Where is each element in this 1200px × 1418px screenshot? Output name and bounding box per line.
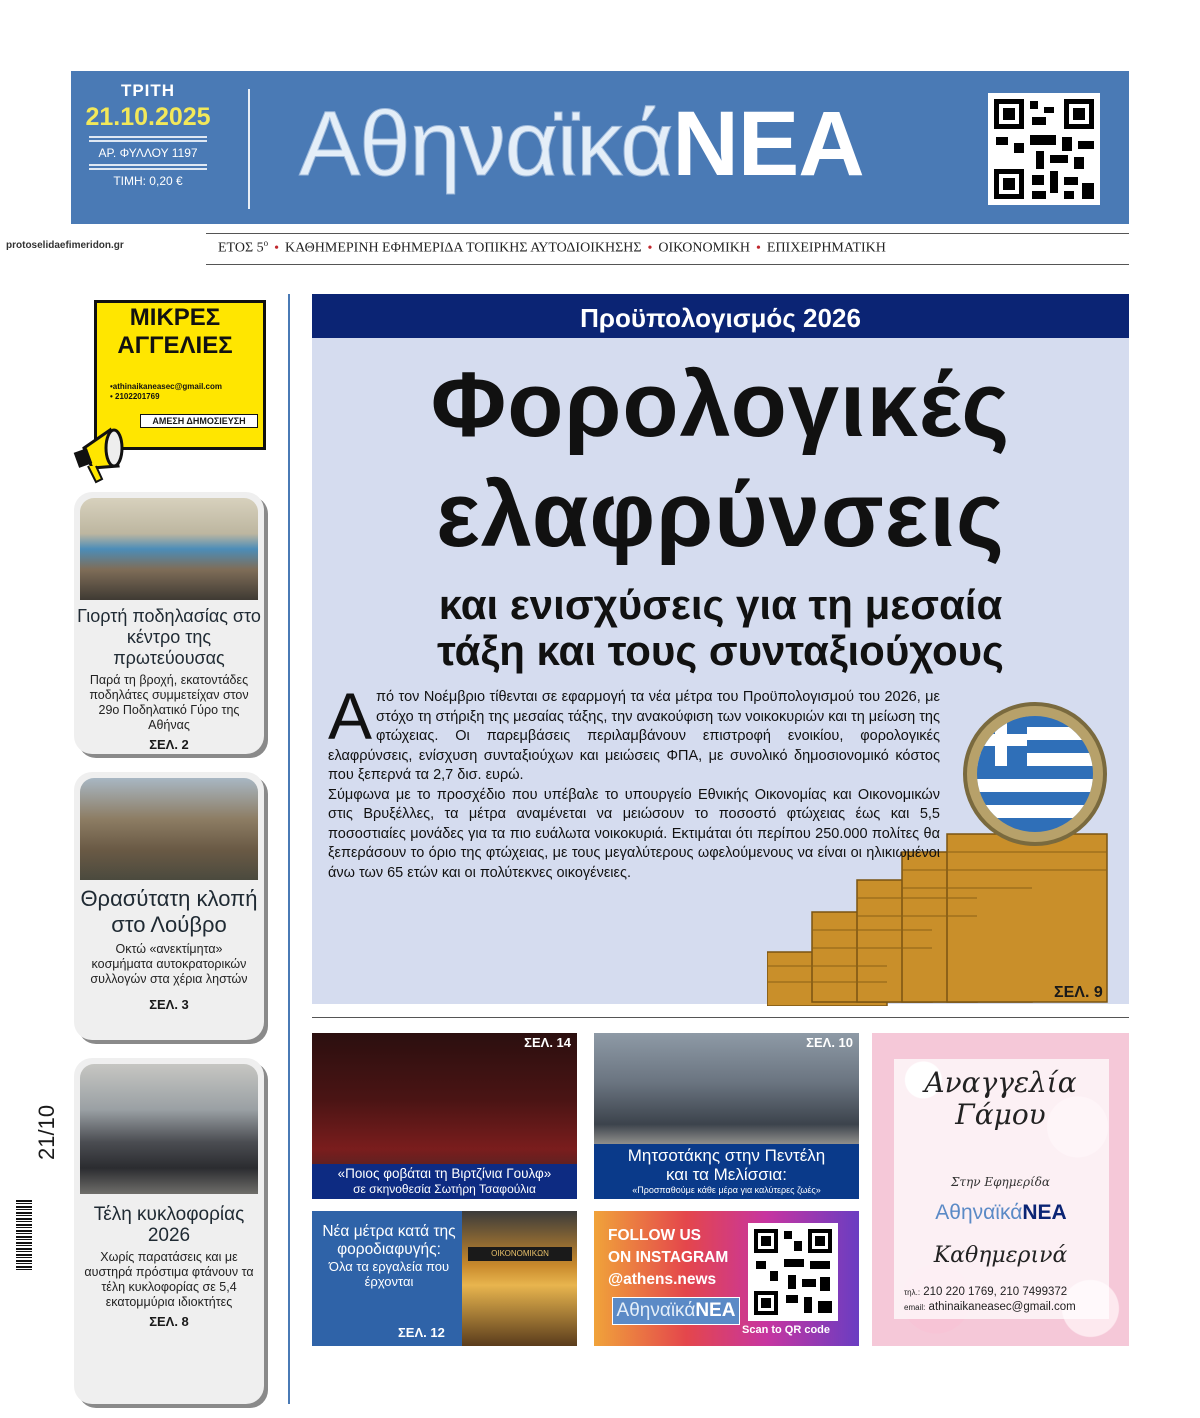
tax-text: [318, 1223, 460, 1289]
story-page-ref[interactable]: ΣΕΛ. 14: [524, 1035, 571, 1050]
lead-body: [328, 679, 940, 883]
tax-story[interactable]: [312, 1211, 577, 1346]
theatre-caption: [312, 1164, 577, 1199]
wedding-subtitle: Στην Εφημερίδα: [950, 1175, 1051, 1189]
wedding-daily: Καθημερινά: [933, 1243, 1068, 1268]
logo-bold-part: ΝΕΑ: [695, 1300, 736, 1321]
bullet-icon: •: [647, 240, 653, 256]
tel-label: τηλ.:: [904, 1288, 921, 1297]
classifieds-cta[interactable]: ΑΜΕΣΗ ΔΗΜΟΣΙΕΥΣΗ: [140, 414, 258, 428]
logo-bold-part: ΝΕΑ: [672, 93, 864, 195]
tagline-item: ΚΑΘΗΜΕΡΙΝΗ ΕΦΗΜΕΡΙΔΑ ΤΟΠΙΚΗΣ ΑΥΤΟΔΙΟΙΚΗΣΗΣ: [285, 240, 642, 256]
bullet-icon: •: [755, 240, 761, 256]
ministry-photo: [462, 1211, 577, 1346]
tax-subtitle: Όλα τα εργαλεία που έρχονται: [328, 1259, 450, 1289]
story-title: Γιορτή ποδηλασίας στο κέντρο της πρωτεύουσας: [77, 606, 261, 668]
divider: [206, 233, 1129, 234]
story-title: Τέλη κυκλοφορίας 2026: [93, 1204, 245, 1246]
subhead-line: τάξη και τους συνταξιούχους: [437, 627, 1004, 674]
wedding-phone[interactable]: 210 220 1769, 210 7499372: [923, 1286, 1068, 1298]
classifieds-title-line: ΑΓΓΕΛΙΕΣ: [117, 332, 233, 359]
barcode-date: 21/10: [34, 1104, 59, 1160]
megaphone-icon: [70, 404, 140, 489]
story-page-ref[interactable]: ΣΕΛ. 10: [806, 1035, 853, 1050]
side-story-card[interactable]: [74, 492, 264, 754]
wedding-title-line: Αναγγελία: [924, 1066, 1077, 1099]
instagram-promo[interactable]: [594, 1211, 859, 1346]
logo-thin-part: Αθηναϊκά: [935, 1201, 1023, 1224]
lead-paragraph: Σύμφωνα με το προσχέδιο που υπέβαλε το υπουργείο Εθνικής Οικονομίας και Οικονομικών στις Βρυξέλλες, τα μέτρα αναμένεται να μειώσουν το ποσοστό φτώχειας έως και 5,5 ποσοστιαίες μονάδες για τα πιο ευάλωτα νοικοκυριά. Εκτιμάται ότι περίπου 250.000 πολίτες θα ξεπεράσουν το όριο της φτώχειας, με τους μεγαλύτερους ωφελούμενους να είναι οι ηλικιωμένοι άνω των 65 ετών και οι πολύτεκνες οικογένειες.: [328, 786, 940, 881]
wedding-logo: [906, 1199, 1096, 1227]
divider: [206, 264, 1129, 265]
ministry-sign: ΟΙΚΟΝΟΜΙΚΩΝ: [468, 1247, 572, 1261]
instagram-text: [608, 1225, 728, 1291]
side-story-card[interactable]: [74, 1058, 264, 1404]
masthead: [71, 71, 1129, 224]
newspaper-logo[interactable]: [299, 85, 864, 203]
pm-story[interactable]: [594, 1033, 859, 1199]
classifieds-contact: [110, 382, 222, 402]
wedding-email[interactable]: athinaikaneasec@gmail.com: [928, 1301, 1076, 1313]
classifieds-phone[interactable]: • 2102201769: [110, 392, 160, 401]
tagline-year-sup: ο: [263, 238, 269, 248]
bullet-icon: •: [274, 240, 280, 256]
pm-caption: [594, 1144, 859, 1199]
column-divider: [288, 294, 290, 1404]
issue-number: ΑΡ. ΦΥΛΛΟΥ 1197: [98, 146, 198, 160]
lead-subhead: [312, 582, 1129, 674]
qr-code-icon[interactable]: [988, 93, 1100, 205]
issue-day: ΤΡΙΤΗ: [120, 81, 176, 100]
story-text: Χωρίς παρατάσεις και με αυστηρά πρόστιμα φτάνουν τα τέλη κυκλοφορίας σε 5,4 εκατομμύρια ιδιοκτήτες: [84, 1250, 254, 1309]
classifieds-title-line: ΜΙΚΡΕΣ: [129, 304, 221, 331]
instagram-line: ON INSTAGRAM: [608, 1249, 729, 1266]
classifieds-ad[interactable]: [90, 294, 266, 464]
qr-code-icon[interactable]: [748, 1223, 838, 1321]
tagline-year: ΕΤΟΣ 5: [218, 240, 264, 256]
subhead-line: και ενισχύσεις για τη μεσαία: [438, 581, 1003, 628]
story-text: Παρά τη βροχή, εκατοντάδες ποδηλάτες συμμετείχαν στον 29ο Ποδηλατικό Γύρο της Αθήνας: [89, 673, 249, 732]
email-label: email:: [904, 1303, 926, 1312]
wedding-contact: [904, 1285, 1076, 1315]
theatre-story[interactable]: [312, 1033, 577, 1199]
story-photo: [80, 778, 258, 880]
pm-title-line: Μητσοτάκης στην Πεντέλη: [627, 1146, 826, 1165]
dropcap: Α: [328, 679, 373, 753]
instagram-scan-label: Scan to QR code: [742, 1324, 831, 1336]
classifieds-title: [100, 304, 250, 360]
theatre-subtitle: σε σκηνοθεσία Σωτήρη Τσαφούλια: [353, 1182, 536, 1196]
headline-line: Φορολογικές: [430, 354, 1011, 456]
logo-bold-part: ΝΕΑ: [1022, 1201, 1067, 1224]
lead-headline: [312, 350, 1129, 570]
issue-price: ΤΙΜΗ: 0,20 €: [113, 174, 183, 188]
classifieds-email[interactable]: •athinaikaneasec@gmail.com: [110, 382, 222, 391]
issue-date: 21.10.2025: [85, 103, 211, 131]
headline-line: ελαφρύνσεις: [436, 464, 1005, 566]
pm-quote: «Προσπαθούμε κάθε μέρα για καλύτερες ζωές»: [632, 1185, 821, 1195]
tagline-item: ΟΙΚΟΝΟΜΙΚΗ: [658, 240, 750, 256]
instagram-line: FOLLOW US: [608, 1227, 701, 1244]
lead-page-ref[interactable]: ΣΕΛ. 9: [1054, 984, 1103, 1001]
divider: [89, 164, 207, 170]
lead-paragraph: πό τον Νοέμβριο τίθενται σε εφαρμογή τα νέα μέτρα του Προϋπολογισμού του 2026, με στόχο τη στήριξη της μεσαίας τάξης, την ανακούφιση των νοικοκυριών και τη μείωση της φτώχειας. Οι παρεμβάσεις περιλαμβάνουν επιστροφή ενοικίου, φορολογικές ελαφρύνσεις, ενίσχυση συνταξιούχων και μειώσεις ΦΠΑ, με συνολικό δημοσιονομικό κόστος που ξεπερνά τα 2,7 δισ. ευρώ.: [328, 689, 940, 783]
side-story-card[interactable]: [74, 772, 264, 1040]
tagline-item: ΕΠΙΧΕΙΡΗΜΑΤΙΚΗ: [766, 240, 886, 256]
logo-thin-part: Αθηναϊκά: [299, 93, 673, 195]
tagline: [218, 238, 1128, 257]
story-title: Θρασύτατη κλοπή στο Λούβρο: [80, 886, 258, 937]
story-page-ref[interactable]: ΣΕΛ. 2: [149, 737, 189, 752]
date-box: [83, 81, 213, 188]
logo-thin-part: Αθηναϊκά: [616, 1300, 696, 1321]
lead-story[interactable]: [312, 294, 1129, 1004]
divider: [89, 136, 207, 142]
wedding-title: [872, 1067, 1129, 1131]
story-page-ref[interactable]: ΣΕΛ. 3: [149, 997, 189, 1012]
wedding-title-line: Γάμου: [955, 1098, 1046, 1131]
wedding-announcement-ad[interactable]: [872, 1033, 1129, 1346]
tax-title: Νέα μέτρα κατά της φοροδιαφυγής:: [322, 1223, 456, 1258]
story-page-ref[interactable]: ΣΕΛ. 12: [398, 1325, 445, 1340]
story-photo: [80, 498, 258, 600]
story-page-ref[interactable]: ΣΕΛ. 8: [149, 1314, 189, 1329]
story-text: Οκτώ «ανεκτίμητα» κοσμήματα αυτοκρατορικών συλλογών στα χέρια ληστών: [90, 942, 248, 986]
pm-title-line: και τα Μελίσσια:: [666, 1165, 787, 1184]
masthead-divider: [248, 89, 250, 209]
instagram-logo: [612, 1297, 740, 1325]
instagram-handle[interactable]: @athens.news: [608, 1271, 717, 1288]
source-site[interactable]: protoselidaefimeridon.gr: [6, 240, 124, 251]
barcode-icon: [16, 1200, 32, 1270]
lead-kicker: Προϋπολογισμός 2026: [312, 294, 1129, 338]
divider: [312, 1017, 1129, 1018]
story-photo: [80, 1064, 258, 1194]
theatre-title: «Ποιος φοβάται τη Βιρτζίνια Γουλφ»: [337, 1166, 552, 1181]
